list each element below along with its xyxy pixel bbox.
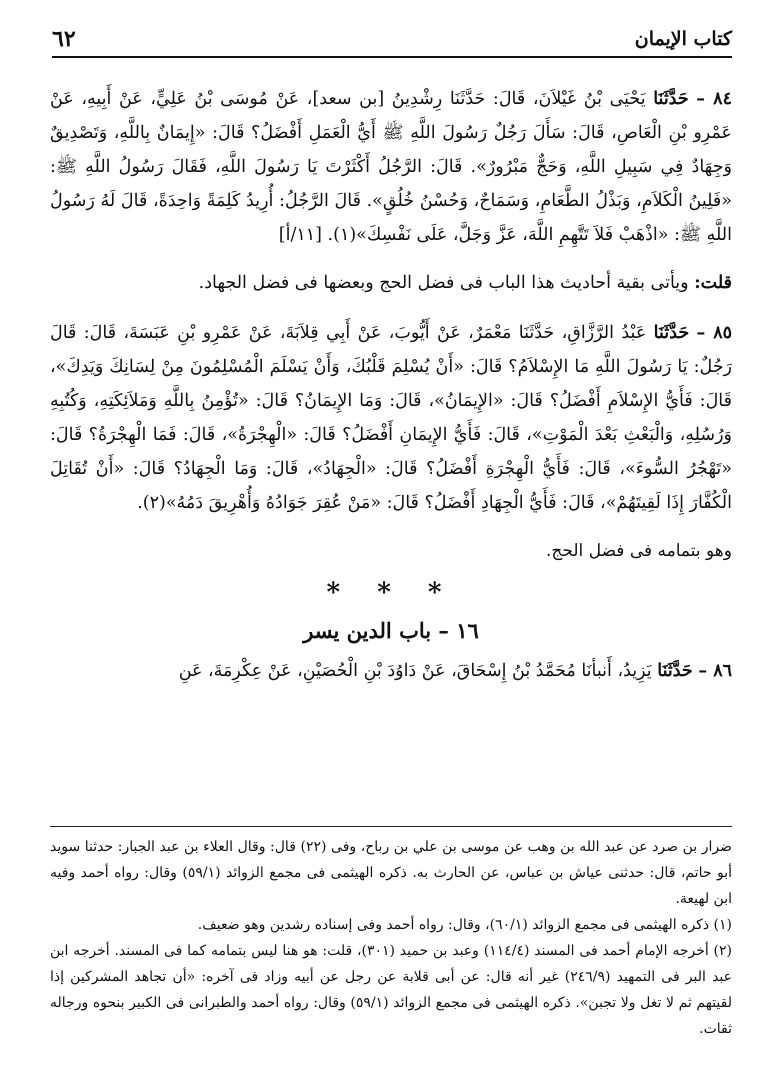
footnote-1: (١) ذكره الهيثمى فى مجمع الزوائد (٦٠/١)، وقال: رواه أحمد وفى إسناده رشدين وهو ضعيف. [197, 917, 732, 933]
hadith-86 [50, 654, 732, 688]
hadith-lead: حَدَّثَنَا [653, 89, 689, 109]
footnote-rule [50, 826, 732, 827]
tail-note: وهو بتمامه فى فضل الحج. [546, 541, 732, 561]
page-number: ٦٢ [52, 26, 76, 52]
hadith-number: ٨٤ – [696, 89, 732, 109]
hadith-lead: حَدَّثَنَا [657, 661, 693, 681]
note-text: ويأتى بقية أحاديث هذا الباب فى فضل الحج وبعضها فى فضل الجهاد. [198, 273, 689, 293]
footnote-2: (٢) أخرجه الإمام أحمد فى المسند (١١٤/٤) وعبد بن حميد (٣٠١)، قلت: هو هنا ليس بتمامه كما فى المسند. أخرجه ابن عبد البر فى التمهيد (٢٤٦/٩) غير أنه قال: عن أبى قلابة عن رجل عن أبيه وزاد فى آخره: «أن تجاهد المشركين إذا لقيتهم ثم لا تغل ولا تجبن». ذكره الهيثمى فى مجمع الزوائد (٥٩/١) وقال: رواه أحمد والطبرانى فى الكبير بنحوه ورجاله ثقات. [50, 943, 733, 1037]
hadith-text: يَزِيدُ، أَنبأنَا مُحَمَّدُ بْنُ إِسْحَاقَ، عَنْ دَاوُدَ بْنِ الْحُصَيْنِ، عَنْ عِكْرِمَةَ، عَنِ [178, 661, 652, 681]
hadith-84 [50, 82, 732, 252]
book-title: كتاب الإيمان [634, 28, 732, 50]
hadith-text: عَبْدُ الرَّزَّاقِ، حَدَّثَنَا مَعْمَرٌ، عَنْ أَيُّوبَ، عَنْ أَبِي قِلاَبَةَ، عَنْ عَمْرِو بْنِ عَبَسَةَ، قَالَ: قَالَ رَجُلٌ: يَا رَسُولَ اللَّهِ مَا الإِسْلاَمُ؟ قَالَ: «أَنْ يُسْلِمَ قَلْبُكَ، وَأَنْ يَسْلَمَ الْمُسْلِمُونَ مِنْ لِسَانِكَ وَيَدِكَ»، قَالَ: فَأَيُّ الإِسْلاَمِ أَفْضَلُ؟ قَالَ: «الإِيمَانُ»، قَالَ: وَمَا الإِيمَانُ؟ قَالَ: «تُؤْمِنُ بِاللَّهِ وَمَلاَئِكَتِهِ، وَكُتُبِهِ وَرُسُلِهِ، وَالْبَعْثِ بَعْدَ الْمَوْتِ»، قَالَ: فَأَيُّ الإِيمَانِ أَفْضَلُ؟ قَالَ: «الْهِجْرَةُ»، قَالَ: فَمَا الْهِجْرَةُ؟ قَالَ: «تَهْجُرُ السُّوءَ»، قَالَ: فَأَيُّ الْهِجْرَةِ أَفْضَلُ؟ قَالَ: «الْجِهَادُ»، قَالَ: وَمَا الْجِهَادُ؟ قَالَ: «أَنْ تُقَاتِلَ الْكُفَّارَ إِذَا لَقِيتَهُمْ»، قَالَ: فَأَيُّ الْجِهَادِ أَفْضَلُ؟ قَالَ: «مَنْ عُقِرَ جَوَادُهُ وَأُهْرِيقَ دَمُهُ»(٢). [50, 323, 732, 513]
chapter-heading: ١٦ – باب الدين يسر [303, 618, 479, 643]
section-separator: * * * [326, 578, 456, 608]
footnotes [50, 834, 732, 1042]
page-header [52, 22, 732, 58]
hadith-85 [50, 316, 732, 520]
hadith-number: ٨٦ – [698, 661, 732, 681]
hadith-text: يَحْيَى بْنُ غَيْلاَنَ، قَالَ: حَدَّثَنَا رِشْدِينُ [بن سعد]، عَنْ مُوسَى بْنُ عَلِيٍّ، عَنْ أَبِيهِ، عَنْ عَمْرِو بْنِ الْعَاصِ، قَالَ: سَأَلَ رَجُلٌ رَسُولَ اللَّهِ ﷺ أَيُّ الْعَمَلِ أَفْضَلُ؟ قَالَ: «إِيمَانٌ بِاللَّهِ، وَتَصْدِيقٌ وَجِهَادٌ فِي سَبِيلِ اللَّهِ، وَحَجٌّ مَبْرُورٌ». قَالَ: الرَّجُلُ أَكْثَرْتَ يَا رَسُولَ اللَّهِ، فَقَالَ رَسُولُ اللَّهِ ﷺ: «فَلِينُ الْكَلاَمِ، وَبَذْلُ الطَّعَامِ، وَسَمَاحٌ، وَحُسْنُ خُلُقٍ». قَالَ الرَّجُلُ: أُرِيدُ كَلِمَةً وَاحِدَةً، قَالَ لَهُ رَسُولُ اللَّهِ ﷺ: «اذْهَبْ فَلاَ تَتَّهِمِ اللَّهَ، عَزَّ وَجَلَّ، عَلَى نَفْسِكَ»(١). [١١/أ] [50, 89, 732, 245]
hadith-number: ٨٥ – [696, 323, 732, 343]
footnote-continuation: ضرار بن صرد عن عبد الله بن وهب عن موسى بن علي بن رباح، وفى (٢٢) قال: وقال العلاء بن عبد الجبار: حدثنا سويد أبو حاتم، قال: حدثنى عياش بن عباس، عن الحارث به. ذكره الهيثمى فى مجمع الزوائد (٥٩/١) وقال: رواه أحمد وفيه ابن لهيعة. [50, 839, 733, 907]
note-lead: قلت: [694, 273, 732, 293]
hadith-lead: حَدَّثَنَا [653, 323, 690, 343]
editor-note [50, 266, 732, 300]
main-text [50, 82, 732, 702]
